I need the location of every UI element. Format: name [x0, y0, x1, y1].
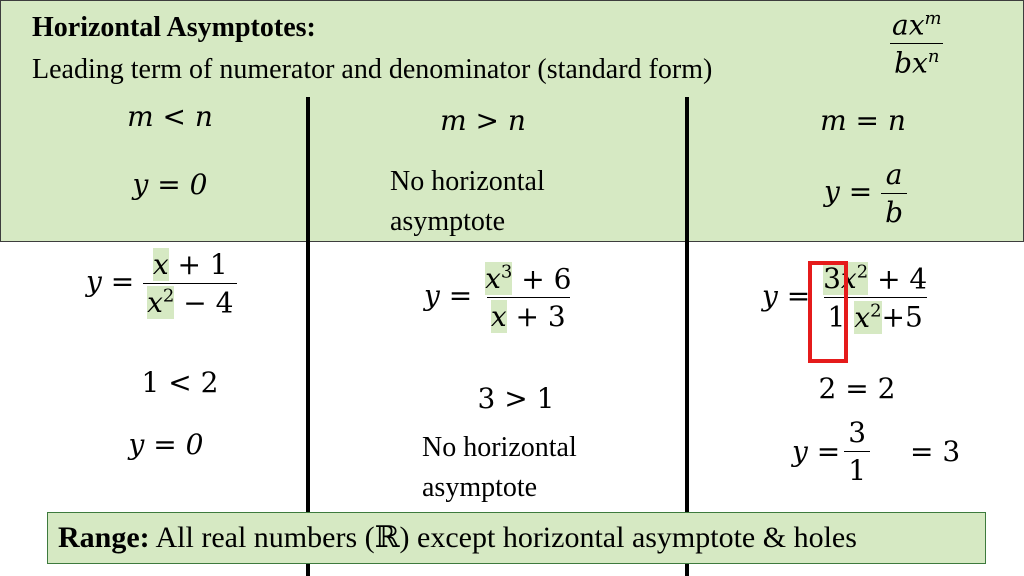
denominator-coefficient: 1 — [827, 300, 846, 334]
denominator-highlight: x — [490, 300, 507, 334]
condition-m-less-n: m < n — [127, 100, 213, 133]
comparison-3: 2 = 2 — [818, 372, 896, 405]
denominator-highlight: $x^2$ — [147, 286, 175, 320]
example-fraction-3: y = $\frac{3x^2 + 4}{1 x^2+5}$ — [762, 262, 928, 334]
range-statement — [58, 520, 857, 555]
column-divider-left — [306, 97, 310, 576]
numerator-highlight: x — [152, 248, 169, 281]
example-fraction-1: y = $\frac{x + 1}{x^2 - 4}$ — [86, 248, 237, 319]
range-text: All real numbers (ℝ) except horizontal asymptote & holes — [155, 521, 857, 554]
page-title: Horizontal Asymptotes: — [32, 12, 316, 43]
comparison-2: 3 > 1 — [477, 382, 555, 415]
result-3: y = $\frac{3}{1}$ = 3 — [792, 416, 961, 487]
numerator-coefficient: 3 — [823, 262, 841, 296]
general-fraction: $\frac{ax^m}{bx^n}$ — [892, 8, 942, 80]
page-subtitle: Leading term of numerator and denominator (standard form) — [32, 54, 713, 85]
rule-y-zero: y = 0 — [132, 168, 208, 201]
condition-m-greater-n: m > n — [440, 104, 526, 137]
result-2: No horizontal asymptote — [422, 432, 577, 503]
coefficient-callout-box — [808, 261, 848, 363]
range-label: Range: — [58, 521, 150, 554]
rule-a-over-b: y = $\frac{a}{b}$ — [824, 158, 907, 229]
denominator-highlight: $x^2$ — [854, 300, 882, 334]
comparison-1: 1 < 2 — [141, 366, 219, 399]
rule-no-asymptote: No horizontal asymptote — [390, 166, 545, 237]
condition-m-equals-n: m = n — [820, 104, 906, 137]
example-fraction-2: y = $\frac{x^3 + 6}{x + 3}$ — [424, 262, 572, 334]
column-divider-right — [685, 97, 689, 576]
numerator-highlight: $x^2$ — [840, 262, 869, 296]
result-1: y = 0 — [128, 428, 204, 461]
numerator-highlight: $x^3$ — [485, 262, 513, 296]
